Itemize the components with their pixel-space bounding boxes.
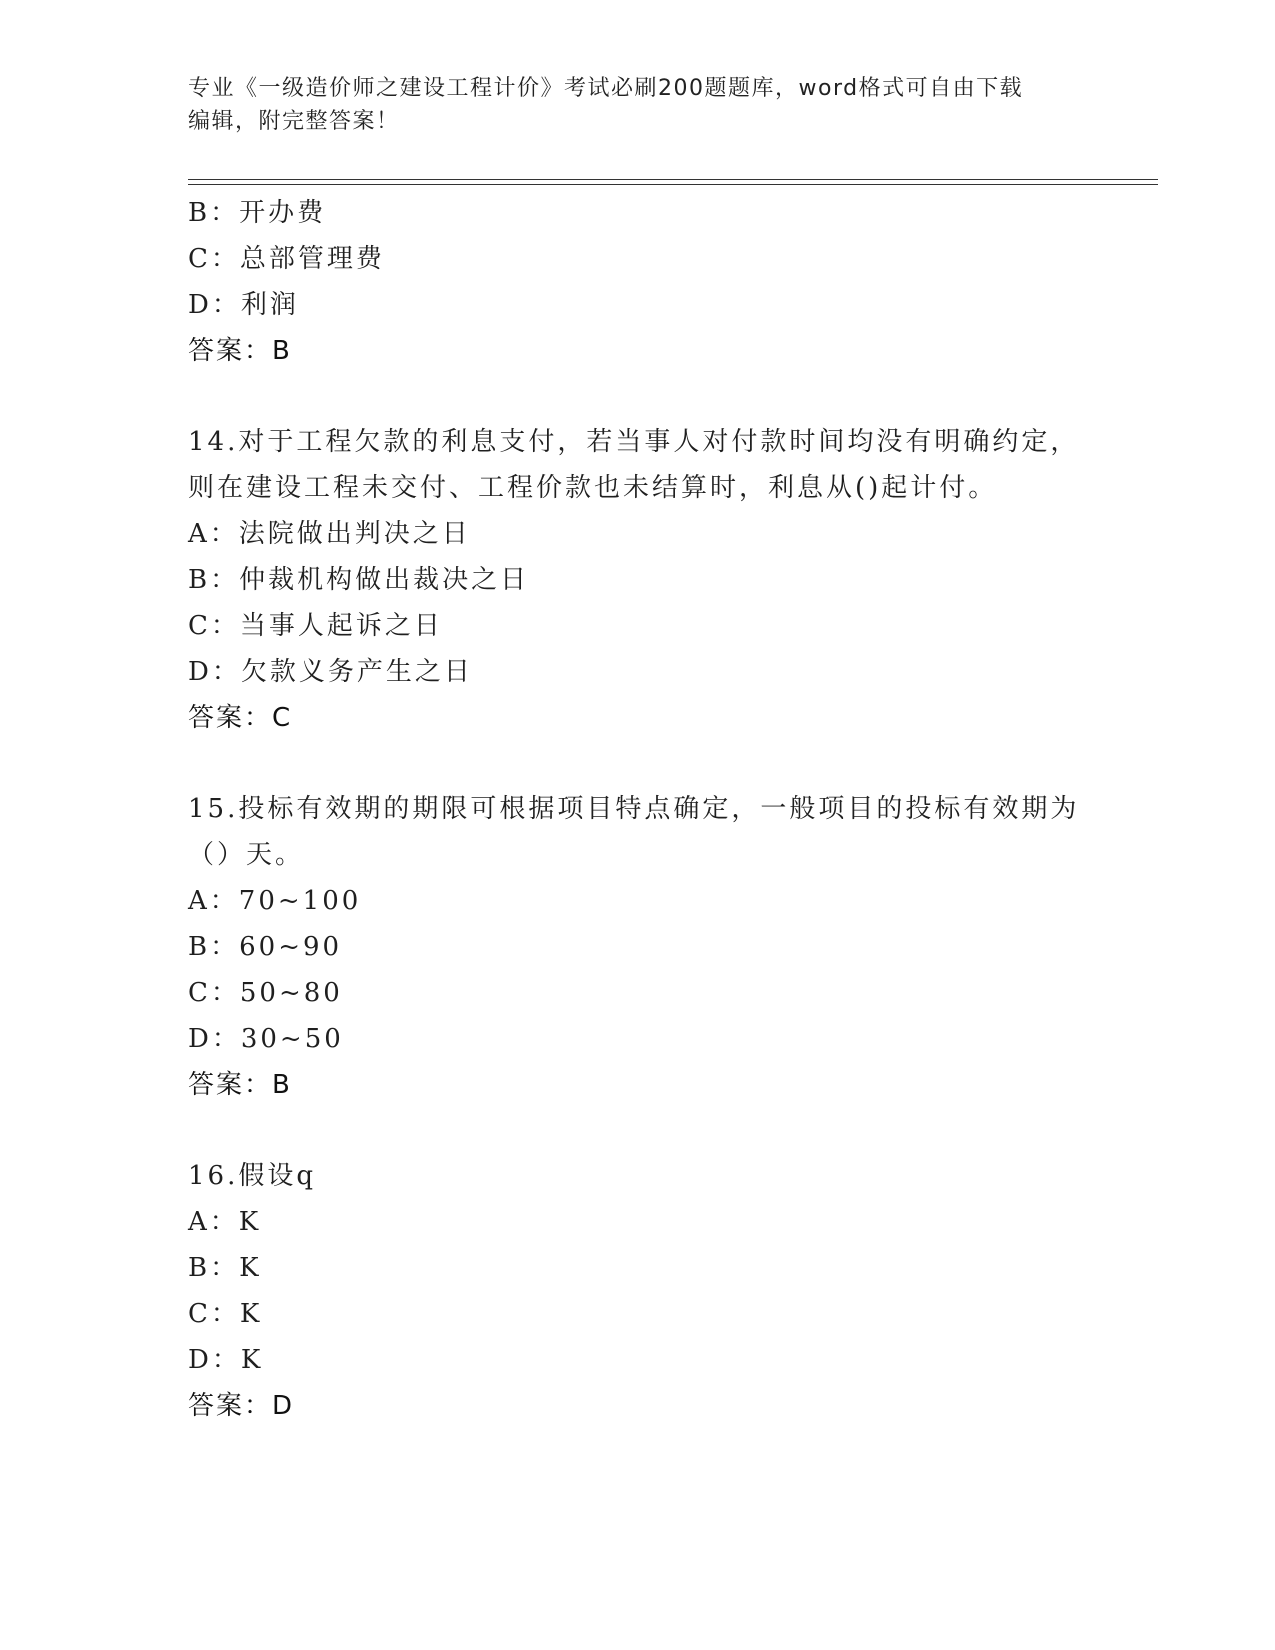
option-d: D：K xyxy=(188,1345,264,1375)
option-b: B：开办费 xyxy=(188,198,327,228)
spacer xyxy=(188,1108,1088,1153)
option-b: B：仲裁机构做出裁决之日 xyxy=(188,565,530,595)
answer-line: 答案：C xyxy=(188,703,293,733)
question-stem-line1: 15.投标有效期的期限可根据项目特点确定，一般项目的投标有效期为 xyxy=(188,794,1080,824)
spacer xyxy=(188,374,1088,419)
question-stem-line1: 14.对于工程欠款的利息支付，若当事人对付款时间均没有明确约定， xyxy=(188,427,1080,457)
question-list xyxy=(188,190,1088,1429)
option-c: C：当事人起诉之日 xyxy=(188,611,443,641)
option-c: C：总部管理费 xyxy=(188,244,385,274)
option-c: C：50~80 xyxy=(188,978,343,1008)
option-b: B：60~90 xyxy=(188,932,343,962)
option-a: A：70~100 xyxy=(188,886,362,916)
answer-line: 答案：D xyxy=(188,1391,295,1421)
option-b: B：K xyxy=(188,1253,262,1283)
document-header xyxy=(188,72,1068,138)
header-divider-top xyxy=(188,179,1158,180)
question-stem-line2: 则在建设工程未交付、工程价款也未结算时，利息从()起计付。 xyxy=(188,473,998,503)
header-divider-bottom xyxy=(188,184,1158,185)
question-15 xyxy=(188,786,1088,1108)
question-13 xyxy=(188,190,1088,374)
question-14 xyxy=(188,419,1088,741)
option-c: C：K xyxy=(188,1299,263,1329)
header-title-line2: 编辑，附完整答案！ xyxy=(188,109,400,134)
answer-line: 答案：B xyxy=(188,1070,292,1100)
header-title-line1: 专业《一级造价师之建设工程计价》考试必刷200题题库，word格式可自由下载 xyxy=(188,76,1024,101)
question-stem-line2: （）天。 xyxy=(188,840,305,870)
spacer xyxy=(188,741,1088,786)
option-a: A：法院做出判决之日 xyxy=(188,519,471,549)
question-16 xyxy=(188,1153,1088,1429)
answer-line: 答案：B xyxy=(188,336,292,366)
option-d: D：30~50 xyxy=(188,1024,344,1054)
question-stem-line1: 16.假设q xyxy=(188,1161,316,1191)
option-d: D：欠款义务产生之日 xyxy=(188,657,473,687)
option-d: D：利润 xyxy=(188,290,299,320)
option-a: A：K xyxy=(188,1207,262,1237)
